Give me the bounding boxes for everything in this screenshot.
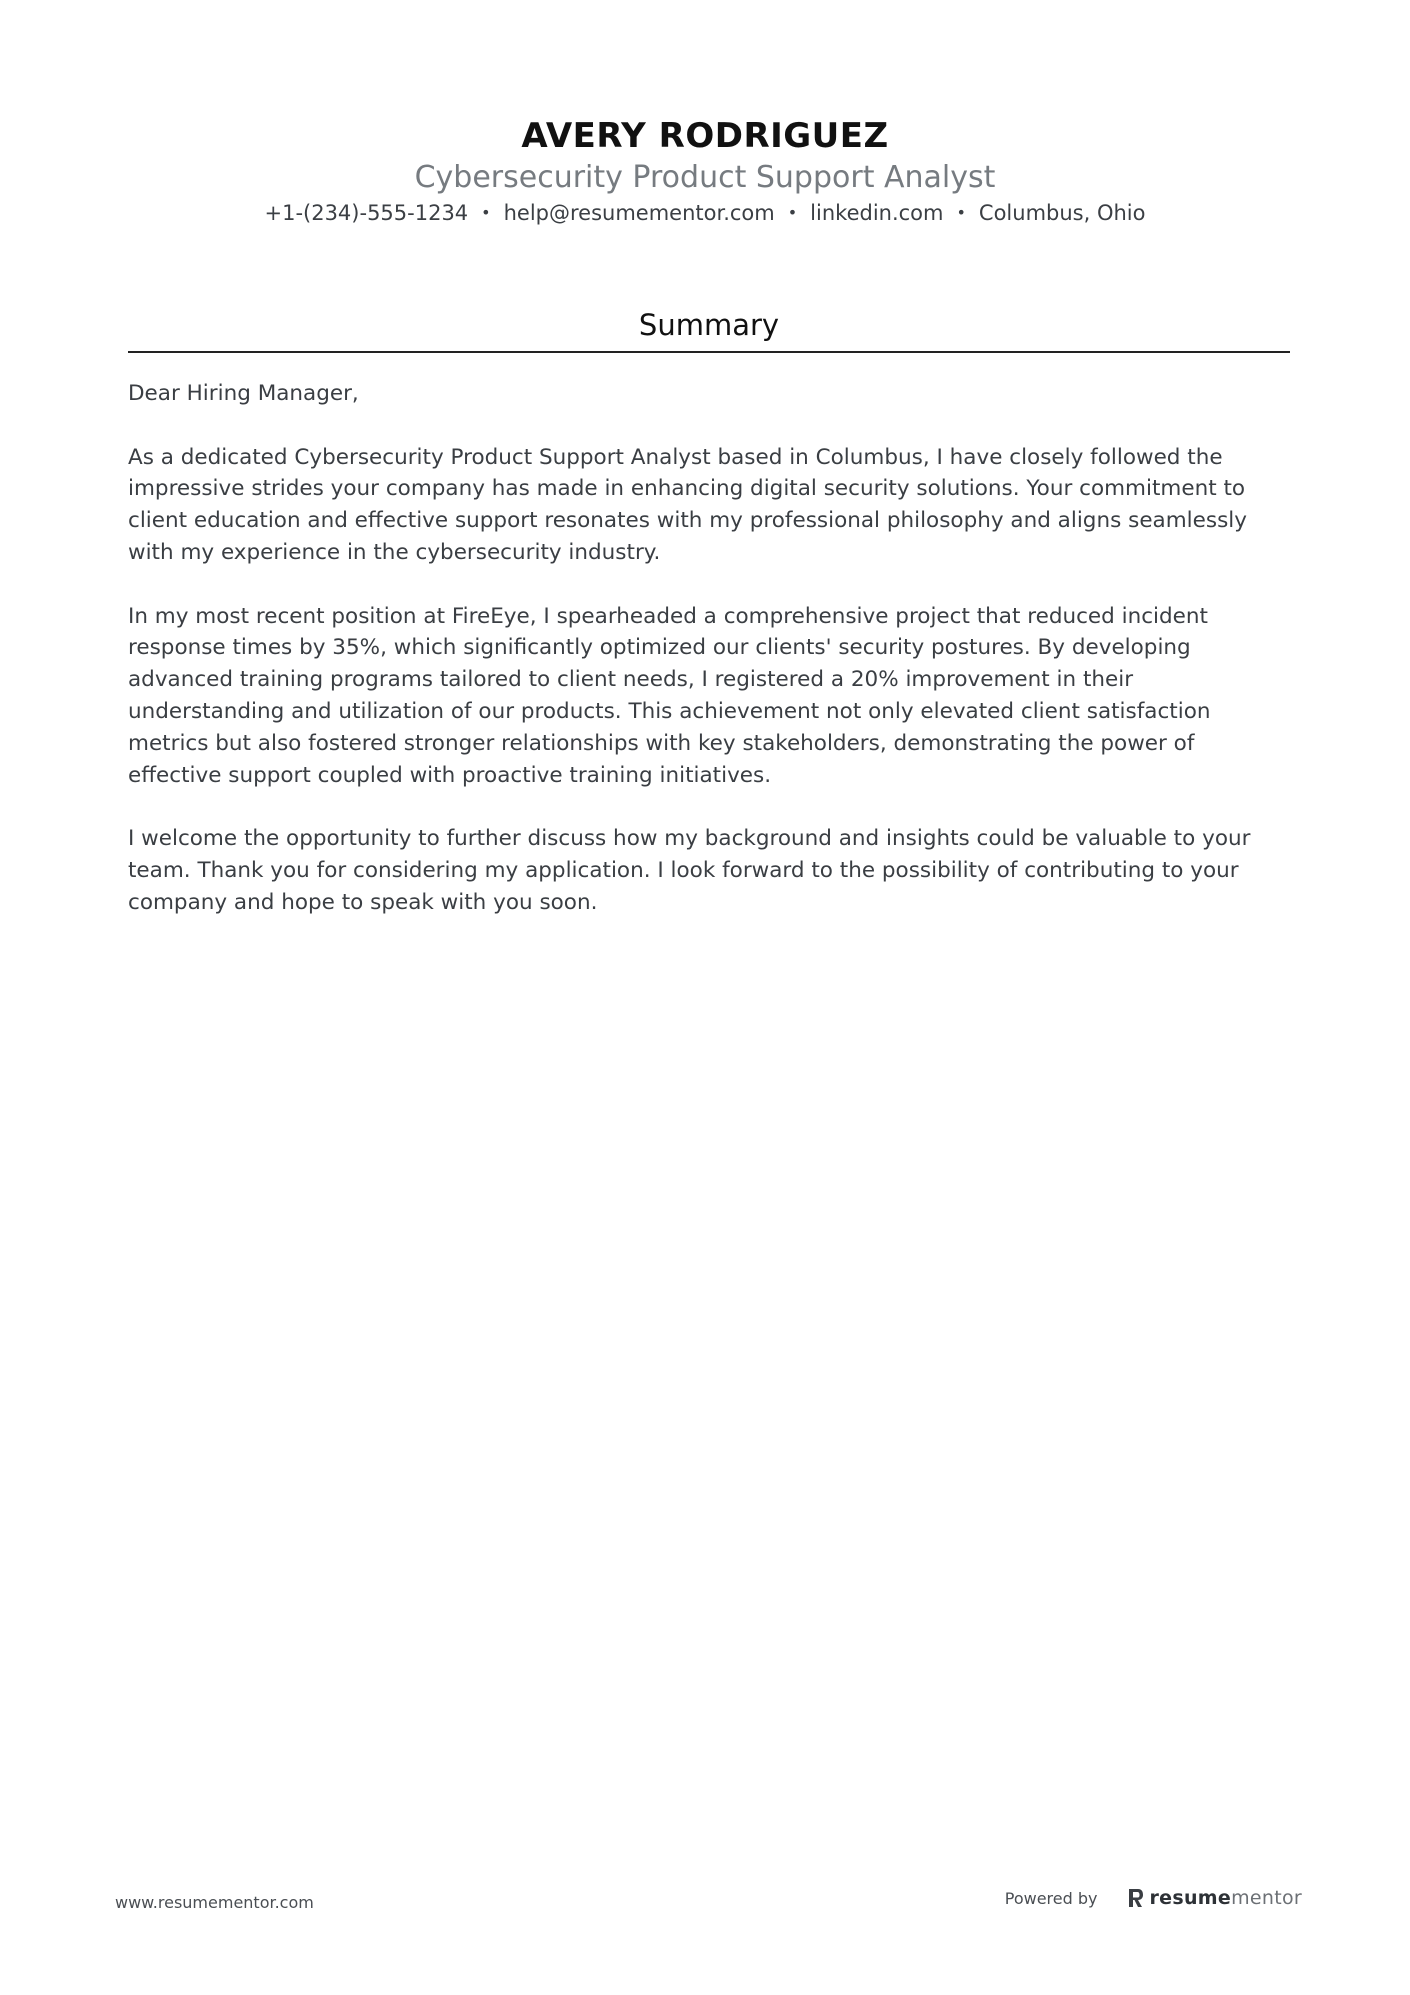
brand-light-part: mentor <box>1231 1887 1302 1909</box>
letter-paragraph: As a dedicated Cybersecurity Product Support Analyst based in Columbus, I have closely followed the impressive strides your company has made in enhancing digital security solutions. Your commitment to client education and effective support resonates with my professional philosophy and aligns seamlessly with my experience in the cybersecurity industry. <box>128 444 1247 565</box>
contact-location: Columbus, Ohio <box>978 201 1146 225</box>
footer-branding <box>1005 1887 1302 1909</box>
candidate-name: AVERY RODRIGUEZ <box>521 116 889 156</box>
header <box>0 113 1410 227</box>
letter-greeting: Dear Hiring Manager, <box>128 381 359 406</box>
powered-by-label: Powered by <box>1004 1888 1098 1908</box>
letter-paragraph: In my most recent position at FireEye, I spearheaded a comprehensive project that reduced incident response times by 35%, which significantly optimized our clients' security postures. By developing advanced training programs tailored to client needs, I registered a 20% improvement in their understanding and utilization of our products. This achievement not only elevated client satisfaction metrics but also fostered stronger relationships with key stakeholders, demonstrating the power of effective support coupled with proactive training initiatives. <box>128 603 1211 788</box>
contact-phone: +1-(234)-555-1234 <box>264 201 469 225</box>
candidate-role: Cybersecurity Product Support Analyst <box>414 160 996 195</box>
contact-separator: • <box>787 203 798 222</box>
section-title-summary: Summary <box>638 308 780 342</box>
section-divider <box>128 351 1290 353</box>
letter-body <box>128 378 1290 950</box>
footer-website: www.resumementor.com <box>115 1893 314 1912</box>
contact-line <box>0 199 1410 227</box>
contact-separator: • <box>956 203 966 222</box>
resumementor-logo-icon <box>1127 1887 1145 1909</box>
resumementor-brand <box>1149 1887 1302 1909</box>
contact-email: help@resumementor.com <box>503 201 775 225</box>
contact-separator: • <box>481 203 491 222</box>
contact-linkedin: linkedin.com <box>810 201 944 225</box>
letter-paragraph: I welcome the opportunity to further discuss how my background and insights could be valuable to your team. Thank you for considering my application. I look forward to the possibility of contributing to your company and hope to speak with you soon. <box>128 826 1251 915</box>
brand-bold-part: resume <box>1149 1887 1232 1909</box>
